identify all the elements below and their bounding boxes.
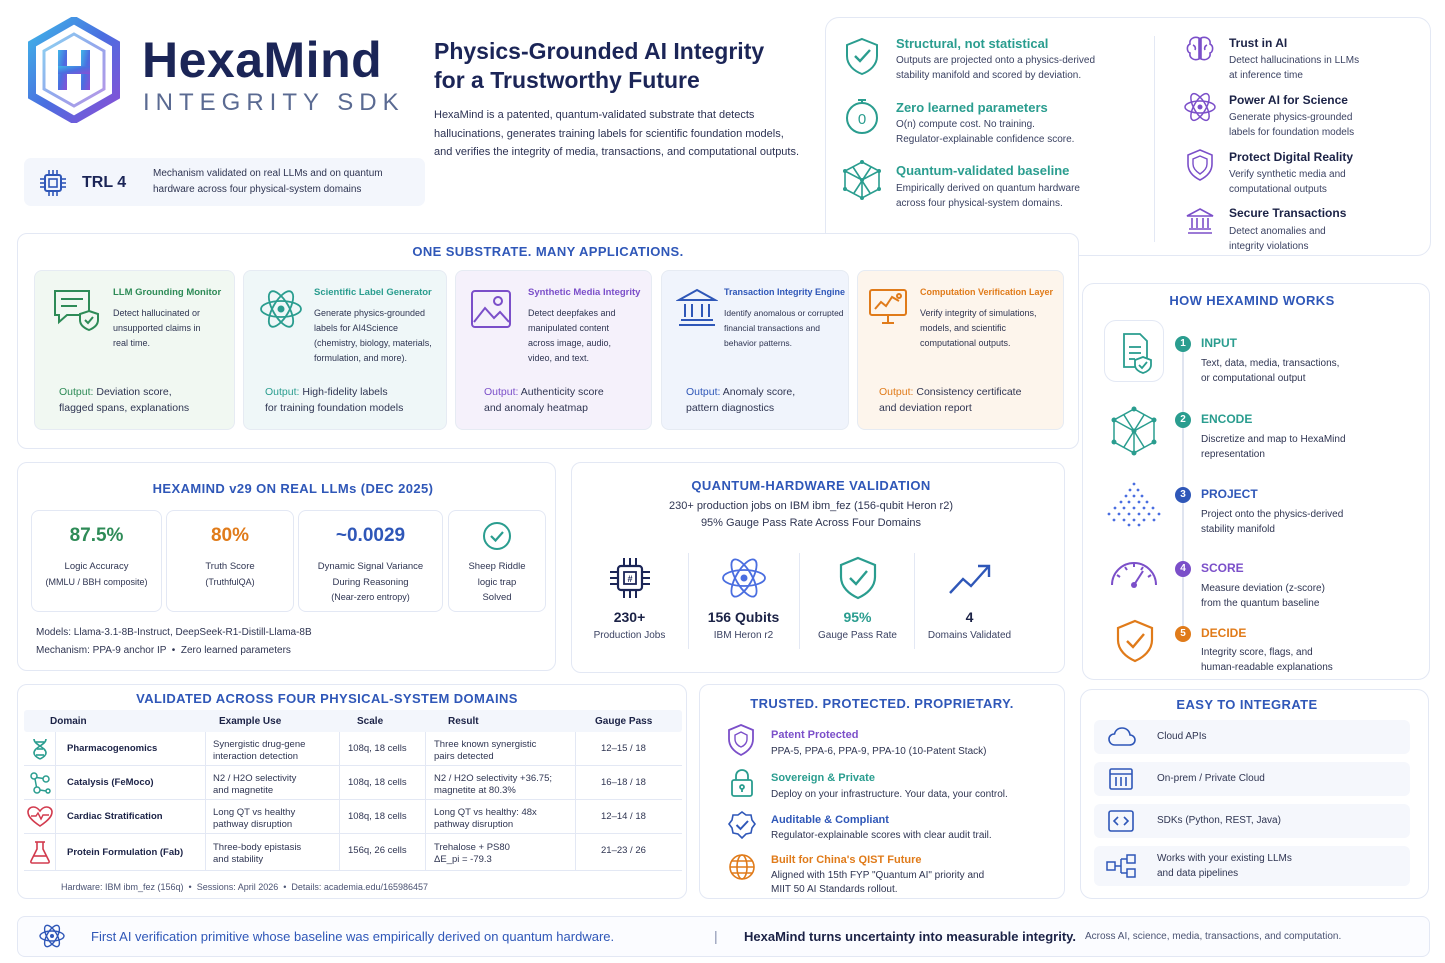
lock-icon <box>729 768 755 798</box>
divider <box>1154 36 1155 242</box>
stat-label: Domains Validated <box>927 630 1012 641</box>
shield-check-icon <box>835 555 881 601</box>
trl-desc-line-1: Mechanism validated on real LLMs and on quantum <box>153 168 383 179</box>
domain-result: ΔE_pi = -79.3 <box>434 854 492 865</box>
stat-value: 95% <box>843 609 872 625</box>
brain-icon <box>1184 33 1216 65</box>
domain-use: and magnetite <box>213 785 274 796</box>
domain-use: Long QT vs healthy <box>213 807 296 818</box>
app-card-llm-grounding[interactable] <box>34 270 235 430</box>
domain-scale: 108q, 18 cells <box>348 777 407 788</box>
app-desc: Detect hallucinated or <box>113 308 201 318</box>
trust-desc: Regulator-explainable scores with clear audit trail. <box>771 830 992 841</box>
pillar-desc: at inference time <box>1229 70 1303 81</box>
feature-desc: Empirically derived on quantum hardware <box>896 183 1080 194</box>
output-label: Output: <box>59 386 94 398</box>
trust-desc: PPA-5, PPA-6, PPA-9, PPA-10 (10-Patent Stack) <box>771 746 987 757</box>
trend-up-icon <box>947 555 993 601</box>
metric-label: (TruthfulQA) <box>205 576 255 587</box>
col-divider <box>425 732 426 870</box>
llm-models: Models: Llama-3.1-8B-Instruct, DeepSeek-R1-Distill-Llama-8B <box>36 627 312 638</box>
trust-desc: Deploy on your infrastructure. Your data, your control. <box>771 789 1008 800</box>
app-output <box>59 384 172 400</box>
output-value: Deviation score, <box>96 386 172 398</box>
app-output: flagged spans, explanations <box>59 402 190 414</box>
hero-desc-line-1: HexaMind is a patented, quantum-validated substrate that detects <box>434 109 755 121</box>
col-divider <box>339 732 340 870</box>
metric-label: During Reasoning <box>332 576 409 588</box>
domain-name: Cardiac Stratification <box>67 811 163 822</box>
feature-title-zero: Zero learned parameters <box>896 100 1048 115</box>
bank-icon <box>1185 206 1215 236</box>
domain-scale: 108q, 18 cells <box>348 743 407 754</box>
stat-label: IBM Heron r2 <box>713 630 774 641</box>
app-output <box>879 384 1021 400</box>
app-desc: (chemistry, biology, materials, <box>314 338 432 348</box>
app-output: and anomaly heatmap <box>484 402 588 414</box>
output-label: Output: <box>265 386 300 398</box>
atom-icon <box>1183 90 1217 124</box>
metric-label: (MMLU / BBH composite) <box>45 576 148 587</box>
heart-pulse-icon <box>27 806 53 828</box>
integrate-title: EASY TO INTEGRATE <box>1176 697 1318 712</box>
step-number: 3 <box>1175 487 1191 503</box>
pipeline-icon <box>1106 853 1136 879</box>
app-output <box>265 384 388 400</box>
col-divider <box>205 732 206 870</box>
step-desc: Discretize and map to HexaMind <box>1201 434 1346 445</box>
app-output <box>686 384 795 400</box>
step-desc: human-readable explanations <box>1201 662 1333 673</box>
metric-value: 87.5% <box>69 525 124 546</box>
trl-badge <box>24 158 425 206</box>
globe-icon <box>728 853 756 881</box>
app-desc: computational outputs. <box>920 338 1011 348</box>
app-desc: real time. <box>113 338 151 348</box>
step-desc: representation <box>1201 449 1265 460</box>
applications-title: ONE SUBSTRATE. MANY APPLICATIONS. <box>412 244 684 259</box>
atom-icon <box>258 286 304 332</box>
feature-title-structural: Structural, not statistical <box>896 36 1049 51</box>
step-desc: from the quantum baseline <box>1201 598 1320 609</box>
step-title-project: PROJECT <box>1201 487 1258 501</box>
app-output: pattern diagnostics <box>686 402 775 414</box>
metric-truth-score <box>166 510 294 612</box>
pillar-title-science: Power AI for Science <box>1229 93 1348 107</box>
app-desc: Generate physics-grounded <box>314 308 426 318</box>
domain-name: Protein Formulation (Fab) <box>67 847 184 858</box>
molecule-icon <box>28 771 52 795</box>
app-desc: Verify integrity of simulations, <box>920 308 1037 318</box>
domain-name: Catalysis (FeMoco) <box>67 777 154 788</box>
app-desc: Detect deepfakes and <box>528 308 616 318</box>
check-circle-icon <box>482 521 512 551</box>
output-label: Output: <box>686 386 721 398</box>
flask-icon <box>29 840 51 864</box>
shield-icon <box>727 723 755 757</box>
svg-text:0: 0 <box>857 111 867 128</box>
image-icon <box>470 289 512 329</box>
app-title: Transaction Integrity Engine <box>724 287 846 297</box>
domain-use: N2 / H2O selectivity <box>213 773 297 784</box>
app-desc: behavior patterns. <box>724 338 793 348</box>
cube-network-icon <box>841 159 883 201</box>
footer-right-text: Across AI, science, media, transactions, and computation. <box>1085 931 1342 942</box>
domain-scale: 108q, 18 cells <box>348 811 407 822</box>
pillar-desc: Generate physics-grounded <box>1229 112 1353 123</box>
stat-label: Gauge Pass Rate <box>818 630 897 641</box>
step-desc: or computational output <box>1201 373 1306 384</box>
monitor-chart-icon <box>868 287 908 327</box>
feature-desc: Regulator-explainable confidence score. <box>896 134 1075 145</box>
svg-text:#: # <box>626 574 633 584</box>
quantum-line-1: 230+ production jobs on IBM ibm_fez (156-qubit Heron r2) <box>668 500 954 512</box>
metric-label: Solved <box>482 592 512 603</box>
row-divider <box>24 799 682 800</box>
stat-value: 4 <box>965 609 974 625</box>
step-desc: Integrity score, flags, and <box>1201 647 1313 658</box>
step-number: 1 <box>1175 336 1191 352</box>
manifold-icon <box>1103 478 1165 530</box>
app-title: LLM Grounding Monitor <box>113 287 222 298</box>
badge-check-icon <box>727 810 757 840</box>
table-header-row <box>24 710 682 732</box>
domain-result: Long QT vs healthy: 48x <box>434 807 537 818</box>
trust-title-sovereign: Sovereign & Private <box>771 772 875 784</box>
trust-title: TRUSTED. PROTECTED. PROPRIETARY. <box>750 696 1014 711</box>
col-header-domain: Domain <box>50 716 87 727</box>
domain-result: magnetite at 80.3% <box>434 785 516 796</box>
app-desc: models, and scientific <box>920 323 1007 333</box>
quantum-stat-gauge <box>800 555 915 641</box>
integrate-pipelines[interactable] <box>1094 846 1410 886</box>
brand-name: HexaMind <box>142 32 383 88</box>
domain-result: pairs detected <box>434 751 494 762</box>
hero-title-line-2: for a Trustworthy Future <box>434 67 700 93</box>
quantum-stat-qubits <box>686 555 801 641</box>
app-desc: across image, audio, <box>528 338 612 348</box>
bank-icon <box>676 287 718 329</box>
row-divider <box>24 870 682 871</box>
app-output: for training foundation models <box>265 402 404 414</box>
chip-icon <box>607 555 653 601</box>
quantum-stat-domains <box>912 555 1027 641</box>
gauge-icon <box>1107 553 1161 589</box>
app-desc: labels for AI4Science <box>314 323 399 333</box>
stat-label: Production Jobs <box>593 630 666 641</box>
quantum-line-2: 95% Gauge Pass Rate Across Four Domains <box>700 517 922 529</box>
trust-title-qist: Built for China's QIST Future <box>771 854 922 866</box>
domains-footer: Hardware: IBM ibm_fez (156q) • Sessions: April 2026 • Details: academia.edu/165986457 <box>61 882 429 892</box>
domain-use: interaction detection <box>213 751 299 762</box>
metric-label: Truth Score <box>205 561 255 572</box>
quantum-title: QUANTUM-HARDWARE VALIDATION <box>691 478 931 493</box>
domain-gauge: 12–14 / 18 <box>601 811 646 822</box>
feature-title-quantum: Quantum-validated baseline <box>896 163 1070 178</box>
domain-name: Pharmacogenomics <box>67 743 158 754</box>
zero-icon <box>843 96 881 136</box>
feature-desc: Outputs are projected onto a physics-derived <box>896 55 1095 66</box>
feature-desc: across four physical-system domains. <box>896 198 1063 209</box>
llm-title: HEXAMIND v29 ON REAL LLMs (DEC 2025) <box>152 481 434 496</box>
shield-check-icon <box>1114 618 1156 664</box>
trl-label: TRL 4 <box>82 174 127 191</box>
app-card-transaction-integrity[interactable] <box>661 270 849 430</box>
domain-gauge: 21–23 / 26 <box>601 845 646 856</box>
step-title-input: INPUT <box>1201 336 1237 350</box>
app-output: and deviation report <box>879 402 972 414</box>
hero-title-line-1: Physics-Grounded AI Integrity <box>434 38 765 64</box>
pillar-desc: Verify synthetic media and <box>1229 169 1346 180</box>
col-header-gauge: Gauge Pass <box>595 716 653 727</box>
trl-desc-line-2: hardware across four physical-system domains <box>153 184 362 195</box>
app-desc: formulation, and more). <box>314 353 408 363</box>
output-label: Output: <box>484 386 519 398</box>
domain-result: pathway disruption <box>434 819 514 830</box>
pillar-desc: Detect anomalies and <box>1229 226 1326 237</box>
domains-title: VALIDATED ACROSS FOUR PHYSICAL-SYSTEM DOMAINS <box>136 691 518 706</box>
step-title-score: SCORE <box>1201 561 1244 575</box>
integrate-label: SDKs (Python, REST, Java) <box>1157 815 1281 826</box>
col-header-result: Result <box>448 716 479 727</box>
domain-use: and stability <box>213 854 264 865</box>
col-divider <box>575 732 576 870</box>
metric-label: Sheep Riddle <box>468 561 526 572</box>
domain-result: Trehalose + PS80 <box>434 842 510 853</box>
app-desc: Identify anomalous or corrupted <box>724 308 844 318</box>
output-value: Authenticity score <box>520 386 604 398</box>
llm-mechanism: Mechanism: PPA-9 anchor IP • Zero learned parameters <box>36 645 291 656</box>
metric-value: ~0.0029 <box>335 525 406 546</box>
trust-title-auditable: Auditable & Compliant <box>771 814 889 826</box>
document-check-icon <box>1104 320 1164 382</box>
quantum-stat-jobs <box>572 555 687 641</box>
metric-logic-accuracy <box>31 510 162 612</box>
domain-result: Three known synergistic <box>434 739 537 750</box>
feature-desc: stability manifold and scored by deviation. <box>896 70 1082 81</box>
hexamind-logo-icon <box>28 17 120 123</box>
output-label: Output: <box>879 386 914 398</box>
app-title: Scientific Label Generator <box>314 287 432 298</box>
hero-desc-line-3: and verifies the integrity of media, transactions, and computational outputs. <box>434 146 800 158</box>
stat-value: 156 Qubits <box>707 609 780 625</box>
metric-sheep-riddle <box>448 510 546 612</box>
app-card-synthetic-media[interactable] <box>455 270 652 430</box>
stat-value: 230+ <box>613 609 646 625</box>
app-title: Computation Verification Layer <box>920 287 1054 297</box>
atom-icon <box>721 555 767 601</box>
how-title: HOW HEXAMIND WORKS <box>1169 293 1335 308</box>
metric-value: 80% <box>210 525 250 546</box>
footer-mid-text: HexaMind turns uncertainty into measurable integrity. <box>744 929 1077 944</box>
output-value: Consistency certificate <box>916 386 1022 398</box>
footer-left-text: First AI verification primitive whose baseline was empirically derived on quantum hardware. <box>91 929 615 944</box>
row-divider <box>24 833 682 834</box>
pillar-title-trust: Trust in AI <box>1229 36 1288 50</box>
brand-subtitle: INTEGRITY SDK <box>143 89 405 116</box>
domain-scale: 156q, 26 cells <box>348 845 407 856</box>
metric-label: (Near-zero entropy) <box>331 592 410 602</box>
pillar-desc: labels for foundation models <box>1229 127 1355 138</box>
col-divider <box>55 732 56 870</box>
step-desc: stability manifold <box>1201 524 1275 535</box>
app-desc: video, and text. <box>528 353 590 363</box>
domain-use: Synergistic drug-gene <box>213 739 306 750</box>
domain-use: pathway disruption <box>213 819 293 830</box>
step-desc: Project onto the physics-derived <box>1201 509 1344 520</box>
step-title-encode: ENCODE <box>1201 412 1253 426</box>
row-divider <box>24 765 682 766</box>
domain-gauge: 16–18 / 18 <box>601 777 646 788</box>
cube-network-icon <box>1108 405 1160 457</box>
code-icon <box>1108 810 1134 832</box>
integrate-cloud-apis[interactable] <box>1094 720 1410 754</box>
app-desc: financial transactions and <box>724 323 820 333</box>
shield-check-icon <box>843 36 881 76</box>
footer-separator: | <box>714 928 718 944</box>
trust-title-patent: Patent Protected <box>771 729 859 741</box>
integrate-on-prem[interactable] <box>1094 762 1410 796</box>
step-desc: Measure deviation (z-score) <box>1201 583 1325 594</box>
metric-label: logic trap <box>477 576 517 588</box>
app-card-scientific-label[interactable] <box>243 270 447 430</box>
domain-use: Three-body epistasis <box>213 842 302 853</box>
pillar-desc: integrity violations <box>1229 241 1309 252</box>
pillar-desc: computational outputs <box>1229 184 1327 195</box>
step-desc: Text, data, media, transactions, <box>1201 358 1340 369</box>
step-number: 5 <box>1175 626 1191 642</box>
server-icon <box>1108 767 1134 791</box>
integrate-label: Cloud APIs <box>1157 731 1207 742</box>
chip-icon <box>38 168 68 198</box>
col-header-scale: Scale <box>357 716 384 727</box>
shield-icon <box>1185 148 1215 182</box>
app-desc: unsupported claims in <box>113 323 201 333</box>
domain-result: N2 / H2O selectivity +36.75; <box>434 773 553 784</box>
trust-desc: MIIT 50 AI Standards rollout. <box>771 884 898 895</box>
trust-desc: Aligned with 15th FYP "Quantum AI" priority and <box>771 870 985 881</box>
output-value: High-fidelity labels <box>302 386 388 398</box>
integrate-label: and data pipelines <box>1157 868 1239 879</box>
dna-icon <box>29 737 51 761</box>
col-header-use: Example Use <box>219 716 282 727</box>
integrate-label: On-prem / Private Cloud <box>1157 773 1265 784</box>
app-card-computation-verification[interactable] <box>857 270 1064 430</box>
app-desc: manipulated content <box>528 323 610 333</box>
app-title: Synthetic Media Integrity <box>528 287 641 298</box>
chat-shield-icon <box>51 287 101 333</box>
app-output <box>484 384 604 400</box>
output-value: Anomaly score, <box>722 386 796 398</box>
metric-label: Dynamic Signal Variance <box>317 561 424 572</box>
cloud-icon <box>1108 726 1136 748</box>
pillar-title-transactions: Secure Transactions <box>1229 206 1347 220</box>
step-title-decide: DECIDE <box>1201 626 1247 640</box>
hero-desc-line-2: hallucinations, generates training labels for scientific foundation models, <box>434 127 784 140</box>
metric-label: Logic Accuracy <box>64 561 129 572</box>
domain-gauge: 12–15 / 18 <box>601 743 646 754</box>
integrate-label: Works with your existing LLMs <box>1157 853 1292 864</box>
feature-desc: O(n) compute cost. No training. <box>896 119 1035 130</box>
atom-icon <box>38 922 66 950</box>
pillar-title-reality: Protect Digital Reality <box>1229 150 1354 164</box>
metric-signal-variance <box>298 510 443 612</box>
step-number: 4 <box>1175 561 1191 577</box>
integrate-sdks[interactable] <box>1094 804 1410 838</box>
pillar-desc: Detect hallucinations in LLMs <box>1229 55 1360 66</box>
step-number: 2 <box>1175 412 1191 428</box>
